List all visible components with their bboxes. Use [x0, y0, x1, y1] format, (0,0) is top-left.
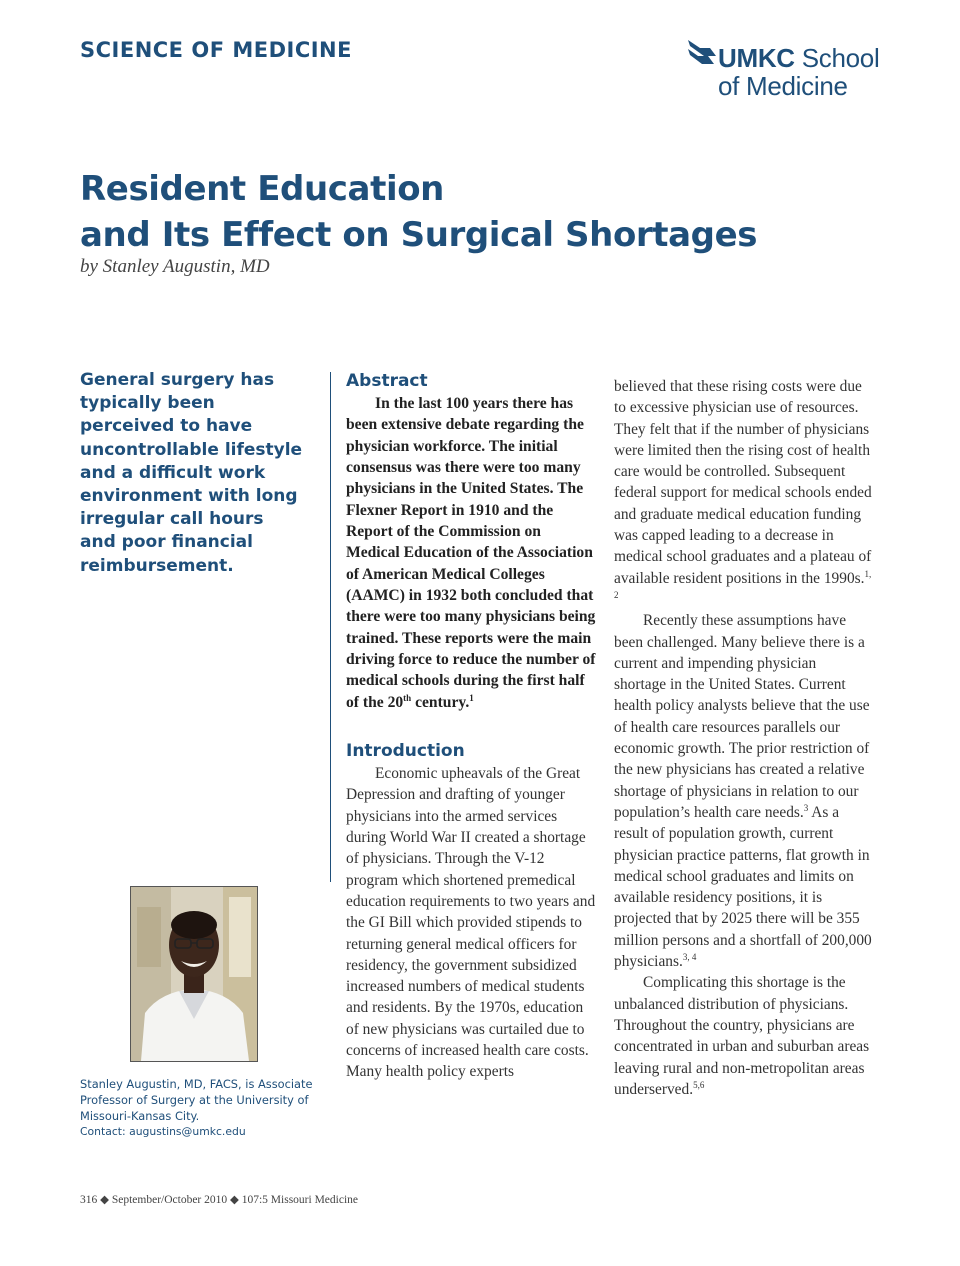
- page-footer: 316 ◆ September/October 2010 ◆ 107:5 Missouri Medicine: [80, 1194, 358, 1206]
- pull-quote: General surgery has typically been perceived to have uncontrollable lifestyle and a difficult work environment with long irregular call hours and poor financial reimbursement.: [80, 370, 303, 576]
- author-portrait-image: [131, 887, 257, 1061]
- article-title: [80, 166, 900, 258]
- author-contact: Contact: augustins@umkc.edu: [80, 1125, 246, 1138]
- col3-paragraph-2: Recently these assumptions have been challenged. Many believe there is a current and impending physician shortage in the United States. Current health policy analysts believe that the use of health care resources parallels our economic growth. The prior restriction of the new physicians has created a relative shortage of physicians in relation to our population’s health care needs.$^3$ As a result of population growth, current physician practice patterns, flat growth in medical school graduates and limits on available residency positions, it is projected that by 2025 there will be 355 million persons and a shortfall of 200,000 physicians.$^{3, 4}$: [614, 612, 872, 971]
- byline: by Stanley Augustin, MD: [80, 256, 270, 277]
- abstract-heading: Abstract: [346, 371, 428, 391]
- umkc-logo: [686, 38, 880, 102]
- author-caption: [80, 1076, 320, 1140]
- intro-paragraph-1: Economic upheavals of the Great Depression and drafting of younger physicians into the armed services during World War II created a shortage of physicians. Through the V-12 program which shortened premedical education requirements to two years and the GI Bill which provided stipends to returning general medical officers for residency, the government subsidized increased numbers of medical students and residents. By the 1970s, education of new physicians was curtailed due to concerns of increased health care costs. Many health policy experts: [346, 765, 596, 1081]
- author-bio: Stanley Augustin, MD, FACS, is Associate Professor of Surgery at the University of Missouri-Kansas City.: [80, 1077, 313, 1123]
- col3-paragraph-3: Complicating this shortage is the unbalanced distribution of physicians. Throughout the country, physicians are concentrated in urban and suburban areas leaving rural and non-metropolitan areas underserved.$^{5,6}$: [614, 974, 870, 1098]
- col3-paragraph-1: believed that these rising costs were due to excessive physician use of resources. They felt that if the number of physicians were limited then the rising cost of health care would be controlled. Subsequent federal support for medical schools ended and graduate medical education funding was capped leading to a decrease in medical school graduates and a plateau of available resident positions in the 1990s.$^{1, 2}$: [614, 378, 872, 600]
- title-line-1: Resident Education: [80, 169, 444, 209]
- introduction-heading: Introduction: [346, 741, 465, 762]
- title-line-2: and Its Effect on Surgical Shortages: [80, 215, 758, 255]
- abstract-paragraph: In the last 100 years there has been extensive debate regarding the physician workforce. The initial consensus was there were too many physicians in the United States. The Flexner Report in 1910 and the Report of the Commission on Medical Education of the Association of American Medical Colleges (AAMC) in 1932 both concluded that there were too many physicians being trained. These reports were the main driving force to reduce the number of medical schools during the first half of the 20th century.$^1$: [346, 395, 596, 711]
- logo-line-2: of Medicine: [718, 71, 848, 101]
- author-photo: [130, 886, 258, 1062]
- section-label: SCIENCE OF MEDICINE: [80, 38, 352, 62]
- column-2: [346, 369, 596, 1083]
- column-3: [614, 376, 872, 1100]
- umkc-logo-mark-icon: [686, 38, 718, 66]
- logo-line-1: UMKC School: [718, 43, 880, 73]
- column-divider: [330, 372, 331, 882]
